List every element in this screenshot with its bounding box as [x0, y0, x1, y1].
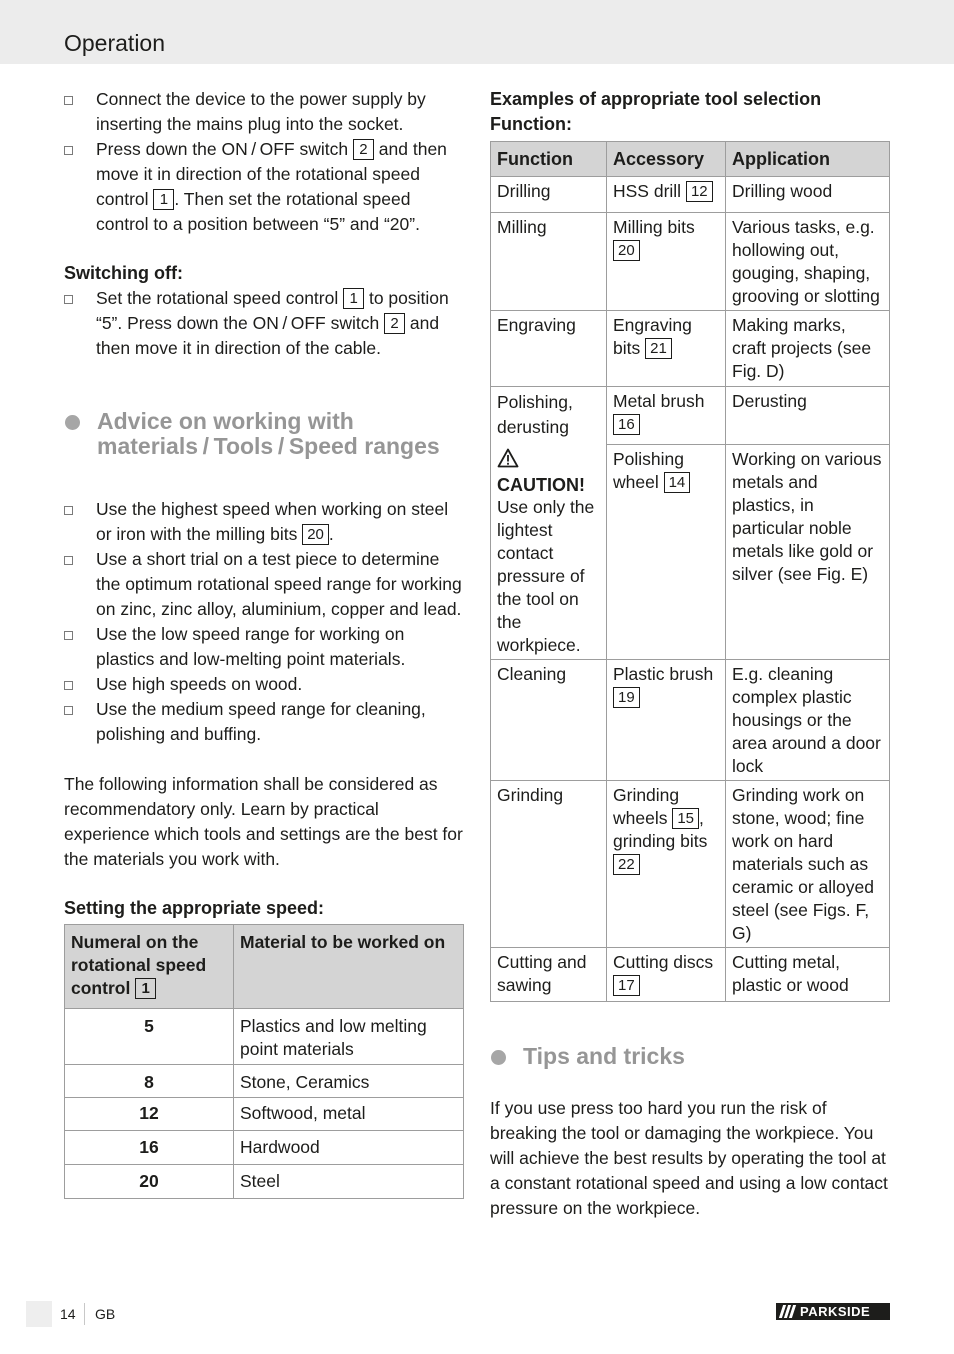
accessory-cell: [607, 445, 726, 660]
material-value: Softwood, metal: [234, 1098, 464, 1131]
tips-heading: [490, 1044, 890, 1069]
speed-table: [64, 924, 464, 1199]
function-cell: Cutting and sawing: [491, 948, 607, 1002]
text-run: Engraving bits: [613, 315, 692, 358]
accessory-cell: [607, 948, 726, 1002]
speed-col2-header: Material to be worked on: [234, 925, 464, 1009]
text-run: Grinding wheels: [613, 785, 680, 828]
text-run: and then move it in direction of the cable.: [96, 313, 440, 358]
function-cell: Grinding: [491, 781, 607, 948]
accessory-cell: [607, 660, 726, 781]
speed-table-header-row: [65, 925, 464, 1009]
function-cell-polishing: [491, 387, 607, 660]
language-code: GB: [95, 1306, 116, 1322]
tips-paragraph: If you use press too hard you run the risk of breaking the tool or damaging the workpiece. You will achieve the best results by operating the tool at a constant rotational speed and using a low contact pressure on the workpiece.: [490, 1098, 888, 1218]
checkbox-square-icon: [64, 681, 73, 690]
accessory-cell: [607, 177, 726, 213]
text-run: Use the low speed range for working on plastics and low-melting point materials.: [96, 624, 406, 669]
text-run: Use the highest speed when working on steel or iron with the milling bits: [96, 499, 449, 544]
function-cell: Engraving: [491, 311, 607, 387]
table-row: [65, 1131, 464, 1165]
function-cell: Cleaning: [491, 660, 607, 781]
application-cell: Derusting: [726, 387, 890, 445]
tool-table-header-row: [491, 142, 890, 177]
text-run: Polishing wheel: [613, 449, 685, 492]
page-number: 14: [60, 1306, 76, 1322]
text-run: Use high speeds on wood.: [96, 674, 303, 694]
table-row: [491, 660, 890, 781]
list-item: [64, 672, 464, 697]
text-run: to position “5”. Press down the ON / OFF switch: [96, 288, 449, 333]
list-item: [64, 286, 464, 361]
list-item: [64, 547, 464, 622]
col-header-application: Application: [726, 142, 890, 177]
table-row: [491, 213, 890, 311]
ref-box: 12: [686, 181, 713, 202]
bullet-dot-icon: [65, 415, 80, 430]
text-run: Cutting discs: [613, 952, 714, 972]
tool-table: [490, 141, 890, 1002]
ref-box: 21: [645, 338, 672, 359]
advice-heading: [64, 409, 464, 459]
text-run: Set the rotational speed control: [96, 288, 344, 308]
warning-icon: [497, 448, 519, 468]
col-header-accessory: Accessory: [607, 142, 726, 177]
table-row: [491, 781, 890, 948]
checkbox-square-icon: [64, 706, 73, 715]
application-cell: Various tasks, e.g. hollowing out, gouging, shaping, grooving or slotting: [726, 213, 890, 311]
table-row: [65, 1165, 464, 1199]
application-cell: Cutting metal, plastic or wood: [726, 948, 890, 1002]
ref-box: 1: [153, 189, 174, 210]
ref-box: 16: [613, 414, 640, 435]
ref-box: 2: [384, 313, 405, 334]
text-run: , grinding bits: [613, 808, 708, 851]
advice-heading-text: Advice on working with materials / Tools / Speed ranges: [97, 408, 440, 459]
table-row: [491, 311, 890, 387]
accessory-cell: [607, 311, 726, 387]
switching-off-list: [64, 286, 464, 361]
tips-heading-text: Tips and tricks: [523, 1043, 685, 1069]
ref-box: 22: [613, 854, 640, 875]
table-row: [491, 948, 890, 1002]
parkside-logo: [776, 1303, 890, 1320]
text-run: Plastic brush: [613, 664, 714, 684]
right-column: [490, 87, 890, 1221]
function-cell: Milling: [491, 213, 607, 311]
bullet-dot-icon: [491, 1050, 506, 1065]
ref-box: 14: [664, 472, 691, 493]
checkbox-square-icon: [64, 506, 73, 515]
start-steps-list: [64, 87, 464, 237]
caution-title: CAUTION!: [497, 475, 585, 495]
function-cell: Drilling: [491, 177, 607, 213]
speed-value: 12: [65, 1098, 234, 1131]
text-run: Press down the ON / OFF switch: [96, 139, 353, 159]
list-item: [64, 622, 464, 672]
ref-box: 1: [135, 978, 156, 999]
application-cell: Grinding work on stone, wood; fine work on hard materials such as ceramic or alloyed steel (see Figs. F, G): [726, 781, 890, 948]
speed-value: 5: [65, 1009, 234, 1065]
speed-value: 20: [65, 1165, 234, 1199]
page-title: Operation: [64, 30, 166, 56]
checkbox-square-icon: [64, 631, 73, 640]
list-item: [64, 697, 464, 747]
ref-box: 20: [302, 524, 329, 545]
text-run: Metal brush: [613, 391, 705, 411]
material-value: Hardwood: [234, 1131, 464, 1165]
table-row: [65, 1009, 464, 1065]
examples-heading: Examples of appropriate tool selection Function:: [490, 89, 822, 134]
text-run: HSS drill: [613, 181, 686, 201]
list-item: [64, 137, 464, 237]
text-run: and then move it in direction of the rotational speed control: [96, 139, 447, 209]
speed-col1-header: Numeral on the rotational speed control 1: [65, 925, 234, 1009]
text-run: Use a short trial on a test piece to determine the optimum rotational speed range for working on zinc, zinc alloy, aluminium, copper and lead.: [96, 549, 462, 619]
left-column: [64, 87, 464, 1199]
checkbox-square-icon: [64, 556, 73, 565]
ref-box: 17: [613, 975, 640, 996]
speed-heading: Setting the appropriate speed:: [64, 898, 325, 918]
table-row: [65, 1098, 464, 1131]
text-run: Milling bits: [613, 217, 695, 237]
ref-box: 20: [613, 240, 640, 261]
ref-box: 2: [353, 139, 374, 160]
logo-stripes-icon: [776, 1303, 798, 1320]
list-item: [64, 497, 464, 547]
recommendation-paragraph: The following information shall be considered as recommendatory only. Learn by practical experience which tools and settings are the best for the materials you work with.: [64, 774, 463, 869]
table-row: [491, 387, 890, 445]
table-row: [65, 1065, 464, 1098]
material-value: Steel: [234, 1165, 464, 1199]
footer-divider: [84, 1303, 85, 1325]
checkbox-square-icon: [64, 295, 73, 304]
checkbox-square-icon: [64, 96, 73, 105]
application-cell: Making marks, craft projects (see Fig. D): [726, 311, 890, 387]
application-cell: Working on various metals and plastics, in particular noble metals like gold or silver (see Fig. E): [726, 445, 890, 660]
text-run: .: [328, 524, 334, 544]
speed-value: 8: [65, 1065, 234, 1098]
speed-value: 16: [65, 1131, 234, 1165]
accessory-cell: [607, 781, 726, 948]
list-item: [64, 87, 464, 137]
text-run: . Then set the rotational speed control to a position between “5” and “20”.: [96, 189, 420, 234]
accessory-cell: [607, 213, 726, 311]
material-value: Plastics and low melting point materials: [234, 1009, 464, 1065]
ref-box: 15: [672, 808, 699, 829]
text-run: Use the medium speed range for cleaning, polishing and buffing.: [96, 699, 426, 744]
ref-box: 19: [613, 687, 640, 708]
text-run: Connect the device to the power supply by inserting the mains plug into the socket.: [96, 89, 426, 134]
checkbox-square-icon: [64, 146, 73, 155]
function-text: Polishing, derusting: [497, 392, 573, 437]
table-row: [491, 177, 890, 213]
application-cell: E.g. cleaning complex plastic housings or the area around a door lock: [726, 660, 890, 781]
switching-off-heading: Switching off:: [64, 263, 183, 283]
material-value: Stone, Ceramics: [234, 1065, 464, 1098]
advice-list: [64, 497, 464, 747]
col-header-function: Function: [491, 142, 607, 177]
logo-text: PARKSIDE: [800, 1304, 871, 1319]
accessory-cell: [607, 387, 726, 445]
caution-text: Use only the lightest contact pressure of the tool on the workpiece.: [497, 497, 595, 655]
footer-marker: [26, 1301, 52, 1327]
ref-box: 1: [343, 288, 364, 309]
application-cell: Drilling wood: [726, 177, 890, 213]
